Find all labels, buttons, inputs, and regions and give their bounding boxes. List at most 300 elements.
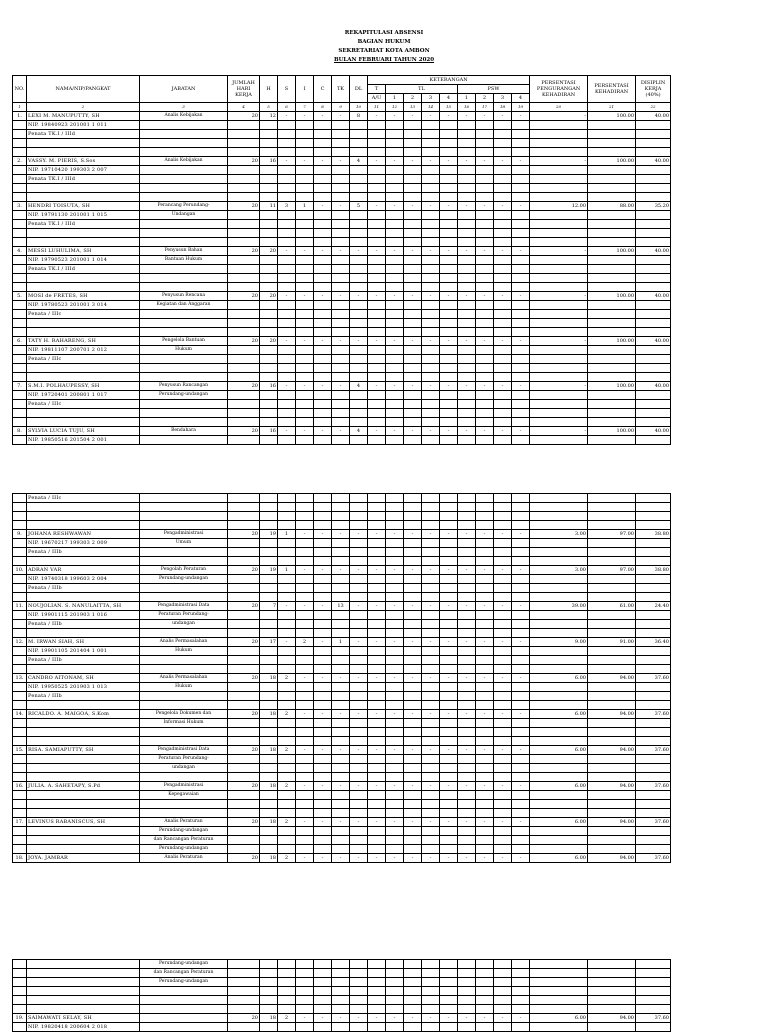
table-cell	[278, 148, 296, 157]
table-cell	[494, 809, 512, 818]
table-cell	[458, 960, 476, 969]
table-cell	[588, 283, 636, 292]
table-cell	[332, 647, 350, 656]
table-cell	[278, 737, 296, 746]
table-cell	[350, 728, 368, 737]
table-cell	[530, 418, 588, 427]
table-cell	[512, 960, 530, 969]
table-row	[13, 202, 671, 211]
table-cell	[296, 737, 314, 746]
table-cell	[494, 969, 512, 978]
table-cell	[494, 539, 512, 548]
table-cell	[512, 130, 530, 139]
table-cell	[228, 1005, 260, 1014]
table-cell	[27, 373, 140, 382]
table-cell	[476, 166, 494, 175]
table-cell	[440, 238, 458, 247]
keterangan-cell: -	[368, 382, 386, 391]
table-cell	[332, 719, 350, 728]
table-cell	[296, 996, 314, 1005]
table-cell	[636, 656, 671, 665]
table-cell	[588, 512, 636, 521]
table-cell	[260, 539, 278, 548]
table-cell	[140, 283, 228, 292]
table-cell	[512, 701, 530, 710]
table-cell	[386, 987, 404, 996]
table-cell	[530, 400, 588, 409]
table-cell	[260, 764, 278, 773]
dinas-luar: 4	[350, 157, 368, 166]
dinas-luar: 4	[350, 382, 368, 391]
table-cell	[350, 139, 368, 148]
table-cell	[588, 166, 636, 175]
table-cell	[350, 184, 368, 193]
izin: 1	[296, 202, 314, 211]
izin: -	[296, 1014, 314, 1023]
table-cell	[588, 319, 636, 328]
table-cell	[530, 355, 588, 364]
table-cell	[512, 692, 530, 701]
table-cell	[512, 836, 530, 845]
table-cell	[588, 960, 636, 969]
tanpa-keterangan: 13	[332, 602, 350, 611]
cuti: -	[314, 566, 332, 575]
table-cell	[278, 184, 296, 193]
table-row	[13, 494, 671, 503]
table-cell	[368, 175, 386, 184]
table-cell	[404, 755, 422, 764]
table-cell	[260, 310, 278, 319]
persen-pengurangan: 6.00	[530, 782, 588, 791]
table-cell	[512, 539, 530, 548]
employee-jabatan: Bantuan Hukum	[140, 256, 228, 265]
table-cell	[27, 737, 140, 746]
table-cell	[278, 978, 296, 987]
table-cell	[140, 409, 228, 418]
keterangan-cell: -	[440, 782, 458, 791]
table-cell	[458, 373, 476, 382]
table-cell	[27, 521, 140, 530]
table-cell	[494, 229, 512, 238]
table-cell	[27, 960, 140, 969]
table-cell	[476, 238, 494, 247]
table-cell	[350, 121, 368, 130]
table-cell	[512, 647, 530, 656]
employee-name: S.M.I. POLHAUPESSY, SH	[27, 382, 140, 391]
table-cell	[278, 629, 296, 638]
keterangan-cell: -	[422, 674, 440, 683]
table-cell	[228, 166, 260, 175]
table-cell	[476, 987, 494, 996]
table-cell	[278, 418, 296, 427]
table-cell	[404, 193, 422, 202]
hadir: 16	[260, 157, 278, 166]
table-cell	[494, 256, 512, 265]
table-cell	[228, 193, 260, 202]
table-cell	[440, 978, 458, 987]
table-cell	[588, 701, 636, 710]
table-cell	[386, 436, 404, 445]
table-cell	[350, 773, 368, 782]
table-cell	[260, 647, 278, 656]
table-cell	[228, 611, 260, 620]
persen-pengurangan: 3.00	[530, 566, 588, 575]
table-cell	[422, 220, 440, 229]
table-cell	[476, 283, 494, 292]
keterangan-cell: -	[476, 674, 494, 683]
table-cell	[228, 328, 260, 337]
cuti: -	[314, 1014, 332, 1023]
table-cell	[27, 773, 140, 782]
table-cell	[278, 364, 296, 373]
table-cell	[476, 764, 494, 773]
hari-kerja: 20	[228, 566, 260, 575]
table-cell	[494, 791, 512, 800]
keterangan-cell: -	[368, 710, 386, 719]
keterangan-cell: -	[368, 674, 386, 683]
keterangan-cell: -	[422, 112, 440, 121]
table-cell	[476, 494, 494, 503]
table-cell	[260, 265, 278, 274]
persen-pengurangan: 9.00	[530, 638, 588, 647]
table-cell	[13, 656, 27, 665]
table-cell	[588, 373, 636, 382]
table-cell	[27, 193, 140, 202]
table-cell	[440, 436, 458, 445]
table-cell	[260, 960, 278, 969]
table-cell	[476, 728, 494, 737]
dinas-luar: -	[350, 674, 368, 683]
table-cell	[13, 184, 27, 193]
keterangan-cell: -	[422, 382, 440, 391]
keterangan-cell: -	[422, 638, 440, 647]
attendance-table-page1: NO. NAMA/NIP/PANGKAT JABATAN JUMLAH HARI KERJA H S I C TK DL KETERANGAN PERSENTASI PENGURANGAN KEHADIRAN PERSENTASI KEHADIRAN DISIPLIN KERJA (40%) T TL PSW A/U 1 2 3 4 1 2 3 4 1 2 3 4 5 6 7 8 9 10 11 12 13 14 15 16 17 18 19 20 21 22 1. LEXI M. MANUPUTTY, SH Analis Kebijakan 20 12 - - - - 8 - - - - - - - - - - 100.00 40.00 NIP. 19840923 201001 1 011 Penata TK.I / IIId 2. VASSY. M. PIERIS, S.Sos Analis Kebijakan 20 16 - - - - 4 - - - - - - - - - - 100.00 40.00 NIP. 19710420 199303 2 007 Penata TK.I / IIId 3. HENDRI TOISUTA, SH Perancang Perundang- 20 11 3 1 - - 5 - - - - - - - - - 12.00 88.00 35.20 NIP. 19791130 201001 1 015 Undangan Penata TK.I / IIId 4. MESSI LUHULIMA, SH Penyusun Bahan 20 20 - - - - - - - - - - - - - - - 100.00 40.00 NIP. 19790523 201001 1 014 Bantuan Hukum Penata TK.I / IIId 5. MOSI de FRETES, SH Penyusun Rencana 20 20 - - - - - - - - - - - - - - - 100.00 40.00 NIP. 19780523 201001 3 014 Kegiatan dan Anggaran Penata / IIIc 6. TATY H. RAHARENG, SH Pengelola Bantuan 20 20 - - - - - - - - - - - - - - - 100.00 40.00 NIP. 19811107 200701 2 012 Hukum Penata / IIIc 7. S.M.I. POLHAUPESSY, SH Penyusun Rancangan 20 16 - - - - 4 - - - - - - - - - - 100.00 40.00 NIP. 19720401 200801 1 017 Perundang-undangan Penata / IIIc 8. SYLVIA LUCIA TUJU, SH Bendahara 20 16 - - - - 4 - - - - - - - - - - 100.00 40.00 NIP. 19850516 201504 2 001	[12, 75, 671, 445]
table-cell	[260, 283, 278, 292]
table-cell	[440, 346, 458, 355]
employee-info: Penata / IIIc	[27, 494, 140, 503]
col-t: T	[368, 85, 386, 94]
table-cell	[296, 391, 314, 400]
table-cell	[440, 409, 458, 418]
table-cell	[278, 521, 296, 530]
cuti: -	[314, 382, 332, 391]
table-cell	[296, 238, 314, 247]
table-cell	[296, 800, 314, 809]
sakit: 2	[278, 782, 296, 791]
keterangan-cell: -	[494, 337, 512, 346]
employee-name: NOUJOLIAN. S. NANULAITTA, SH	[27, 602, 140, 611]
table-cell	[140, 265, 228, 274]
keterangan-cell: -	[512, 112, 530, 121]
table-cell	[588, 800, 636, 809]
keterangan-cell: -	[476, 530, 494, 539]
table-row	[13, 512, 671, 521]
table-cell	[636, 728, 671, 737]
table-cell	[440, 827, 458, 836]
table-cell	[314, 256, 332, 265]
table-cell	[476, 346, 494, 355]
table-cell	[458, 557, 476, 566]
table-cell	[440, 139, 458, 148]
table-row	[13, 1005, 671, 1014]
keterangan-cell: -	[512, 746, 530, 755]
table-cell	[13, 512, 27, 521]
employee-name: ADRAN VAR	[27, 566, 140, 575]
table-cell	[228, 364, 260, 373]
table-cell	[494, 978, 512, 987]
table-row	[13, 391, 671, 400]
employee-info: NIP. 19780523 201001 3 014	[27, 301, 140, 310]
keterangan-cell: -	[386, 818, 404, 827]
table-cell	[494, 283, 512, 292]
table-cell	[332, 1005, 350, 1014]
table-cell	[476, 683, 494, 692]
table-cell	[476, 193, 494, 202]
column-index: 18	[494, 103, 512, 112]
table-cell	[140, 987, 228, 996]
table-cell	[512, 283, 530, 292]
table-cell	[228, 575, 260, 584]
keterangan-cell: -	[458, 566, 476, 575]
table-cell	[332, 220, 350, 229]
table-cell	[296, 629, 314, 638]
disiplin-kerja: 37.60	[636, 818, 671, 827]
table-cell	[350, 521, 368, 530]
table-cell	[332, 969, 350, 978]
keterangan-cell: -	[386, 854, 404, 863]
table-cell	[588, 503, 636, 512]
table-cell	[13, 310, 27, 319]
table-cell	[636, 229, 671, 238]
table-cell	[278, 791, 296, 800]
table-cell	[278, 800, 296, 809]
table-cell	[440, 193, 458, 202]
table-cell	[636, 283, 671, 292]
table-cell	[260, 346, 278, 355]
table-cell	[296, 656, 314, 665]
table-cell	[332, 355, 350, 364]
table-cell	[278, 773, 296, 782]
table-cell	[440, 310, 458, 319]
table-cell	[332, 319, 350, 328]
table-cell	[588, 539, 636, 548]
table-cell	[13, 121, 27, 130]
table-cell	[494, 629, 512, 638]
table-cell	[386, 960, 404, 969]
table-cell	[530, 328, 588, 337]
table-cell	[458, 319, 476, 328]
table-cell	[588, 629, 636, 638]
table-cell	[512, 166, 530, 175]
table-cell	[278, 274, 296, 283]
table-cell	[260, 364, 278, 373]
table-cell	[386, 548, 404, 557]
table-cell	[476, 373, 494, 382]
table-cell	[140, 193, 228, 202]
table-cell	[404, 166, 422, 175]
employee-jabatan: Peraturan Perundang-	[140, 611, 228, 620]
table-cell	[530, 1005, 588, 1014]
table-cell	[530, 539, 588, 548]
table-cell	[636, 121, 671, 130]
table-cell	[278, 557, 296, 566]
table-cell	[404, 121, 422, 130]
table-cell	[278, 845, 296, 854]
table-cell	[350, 827, 368, 836]
keterangan-cell: -	[512, 247, 530, 256]
persen-pengurangan: 6.00	[530, 674, 588, 683]
table-cell	[140, 328, 228, 337]
employee-info: NIP. 19850516 201504 2 001	[27, 436, 140, 445]
table-cell	[404, 409, 422, 418]
table-row	[13, 539, 671, 548]
table-cell	[422, 521, 440, 530]
table-cell	[422, 130, 440, 139]
keterangan-cell: -	[368, 337, 386, 346]
sakit: -	[278, 292, 296, 301]
table-cell	[458, 139, 476, 148]
table-cell	[494, 409, 512, 418]
tanpa-keterangan: -	[332, 746, 350, 755]
table-cell	[368, 328, 386, 337]
table-cell	[13, 647, 27, 656]
table-cell	[260, 728, 278, 737]
table-row	[13, 355, 671, 364]
keterangan-cell: -	[458, 710, 476, 719]
table-cell	[350, 175, 368, 184]
table-cell	[296, 220, 314, 229]
table-cell	[530, 283, 588, 292]
tanpa-keterangan: -	[332, 710, 350, 719]
persen-pengurangan: -	[530, 382, 588, 391]
table-cell	[422, 764, 440, 773]
table-cell	[314, 539, 332, 548]
table-cell	[140, 692, 228, 701]
col-disiplin: DISIPLIN KERJA (40%)	[636, 76, 671, 103]
table-cell	[422, 274, 440, 283]
table-cell	[530, 166, 588, 175]
employee-info: NIP. 19901115 201903 1 016	[27, 611, 140, 620]
table-cell	[512, 656, 530, 665]
employee-info: Penata / IIIc	[27, 355, 140, 364]
table-cell	[350, 620, 368, 629]
keterangan-cell: -	[368, 427, 386, 436]
table-cell	[314, 166, 332, 175]
table-cell	[332, 310, 350, 319]
table-cell	[13, 238, 27, 247]
table-cell	[386, 310, 404, 319]
table-cell	[140, 184, 228, 193]
table-cell	[314, 584, 332, 593]
table-cell	[530, 845, 588, 854]
table-cell	[296, 130, 314, 139]
table-cell	[636, 220, 671, 229]
table-cell	[636, 373, 671, 382]
table-cell	[228, 418, 260, 427]
table-cell	[588, 364, 636, 373]
table-cell	[332, 987, 350, 996]
table-cell	[512, 494, 530, 503]
table-cell	[260, 584, 278, 593]
table-cell	[368, 791, 386, 800]
table-cell	[636, 346, 671, 355]
keterangan-cell: -	[404, 157, 422, 166]
employee-jabatan: Perundang-undangan	[140, 575, 228, 584]
table-cell	[476, 328, 494, 337]
table-row	[13, 845, 671, 854]
table-cell	[512, 755, 530, 764]
employee-name: M. IRWAN SIAH, SH	[27, 638, 140, 647]
table-cell	[458, 521, 476, 530]
hari-kerja: 20	[228, 674, 260, 683]
table-cell	[140, 503, 228, 512]
tanpa-keterangan: -	[332, 1014, 350, 1023]
table-cell	[588, 836, 636, 845]
table-row	[13, 557, 671, 566]
dinas-luar: -	[350, 566, 368, 575]
table-cell	[296, 1005, 314, 1014]
keterangan-cell: -	[440, 746, 458, 755]
keterangan-cell: -	[476, 337, 494, 346]
hari-kerja: 20	[228, 638, 260, 647]
table-cell	[278, 969, 296, 978]
table-cell	[314, 665, 332, 674]
table-cell	[27, 503, 140, 512]
table-cell	[494, 987, 512, 996]
table-cell	[636, 611, 671, 620]
table-cell	[228, 400, 260, 409]
table-row	[13, 301, 671, 310]
table-cell	[368, 193, 386, 202]
row-number: 9.	[13, 530, 27, 539]
persen-kehadiran: 100.00	[588, 337, 636, 346]
keterangan-cell: -	[512, 1014, 530, 1023]
dinas-luar: -	[350, 854, 368, 863]
table-cell	[440, 593, 458, 602]
row-number: 10.	[13, 566, 27, 575]
table-cell	[278, 355, 296, 364]
table-cell	[314, 593, 332, 602]
table-cell	[368, 265, 386, 274]
table-cell	[422, 719, 440, 728]
employee-jabatan: Perancang Perundang-	[140, 202, 228, 211]
table-cell	[588, 238, 636, 247]
table-cell	[636, 265, 671, 274]
table-cell	[27, 755, 140, 764]
table-cell	[350, 611, 368, 620]
table-cell	[458, 791, 476, 800]
table-cell	[422, 737, 440, 746]
table-cell	[278, 1005, 296, 1014]
table-cell	[440, 166, 458, 175]
row-number: 8.	[13, 427, 27, 436]
table-cell	[314, 969, 332, 978]
table-cell	[588, 346, 636, 355]
table-cell	[588, 764, 636, 773]
table-cell	[350, 584, 368, 593]
persen-kehadiran: 94.00	[588, 782, 636, 791]
sakit: 2	[278, 818, 296, 827]
table-cell	[494, 728, 512, 737]
employee-jabatan: Analis Kebijakan	[140, 112, 228, 121]
table-cell	[458, 1005, 476, 1014]
table-cell	[278, 836, 296, 845]
table-cell	[296, 283, 314, 292]
table-cell	[588, 996, 636, 1005]
keterangan-cell: -	[440, 566, 458, 575]
table-cell	[422, 647, 440, 656]
table-cell	[314, 265, 332, 274]
